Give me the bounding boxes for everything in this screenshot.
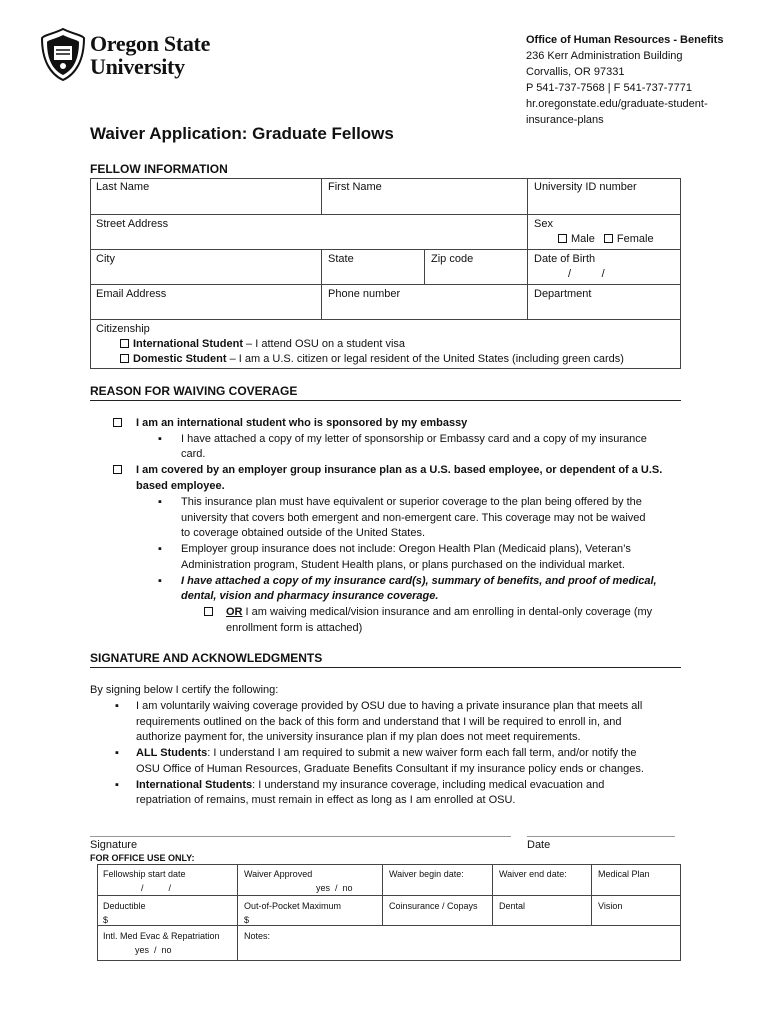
deductible-dollar: $ (103, 915, 109, 925)
date-label: Date (527, 839, 551, 851)
domestic-checkbox[interactable] (120, 354, 129, 363)
email-field[interactable] (90, 284, 321, 319)
waiver-begin-label: Waiver begin date: (389, 869, 464, 879)
department-label: Department (534, 288, 592, 300)
employer-bullet-text: Employer group insurance does not include: Oregon Health Plan (Medicaid plans), Veteran’s (181, 543, 631, 555)
signature-line[interactable] (90, 836, 511, 837)
office-title: Office of Human Resources - Benefits (526, 34, 724, 46)
street-address-field[interactable] (90, 214, 527, 249)
last-name-label: Last Name (96, 181, 150, 193)
fellowship-start-label: Fellowship start date (103, 869, 186, 879)
employer-bullet-text: dental, vision and pharmacy insurance coverage. (181, 590, 439, 602)
embassy-bullet-text: I have attached a copy of my letter of sponsorship or Embassy card and a copy of my insurance (181, 433, 647, 445)
office-line: Corvallis, OR 97331 (526, 66, 625, 78)
office-line: insurance-plans (526, 114, 604, 126)
page-title: Waiver Application: Graduate Fellows (90, 124, 394, 143)
employer-bullet-text: This insurance plan must have equivalent or superior coverage to the plan being offered by the (181, 496, 642, 508)
vision-cell (591, 895, 681, 925)
bullet: ▪ (115, 747, 119, 759)
certify-text: I am voluntarily waiving coverage provided by OSU due to having a private insurance plan that meets all (136, 700, 643, 712)
employer-bullet-text: I have attached a copy of my insurance card(s), summary of benefits, and proof of medical, (181, 575, 657, 587)
university-id-label: University ID number (534, 181, 637, 193)
dental-only-option (226, 604, 652, 620)
dob-slashes: / / (568, 268, 605, 280)
university-id-field[interactable] (527, 178, 681, 214)
vision-label: Vision (598, 901, 623, 911)
city-label: City (96, 253, 115, 265)
dob-field[interactable] (527, 249, 681, 284)
waiver-approved-yes-no: yes / no (316, 883, 353, 893)
bullet: ▪ (158, 496, 162, 508)
office-line: hr.oregonstate.edu/graduate-student- (526, 98, 708, 110)
female-checkbox[interactable] (604, 234, 613, 243)
medical-plan-cell (591, 864, 681, 895)
deductible-label: Deductible (103, 901, 146, 911)
logo-line1: Oregon State (90, 31, 211, 56)
employer-option: based employee. (136, 480, 225, 492)
domestic-text: – I am a U.S. citizen or legal resident of the United States (including green cards) (226, 353, 624, 365)
employer-checkbox[interactable] (113, 465, 122, 474)
intl-students-label: International Students (136, 779, 253, 791)
bullet: ▪ (115, 700, 119, 712)
waiver-end-cell (492, 864, 591, 895)
intl-med-evac-yes-no: yes / no (135, 945, 172, 955)
dental-only-text: I am waiving medical/vision insurance and am enrolling in dental-only coverage (my (242, 606, 653, 618)
deductible-cell (97, 895, 237, 925)
bullet: ▪ (115, 779, 119, 791)
fellowship-start-cell (97, 864, 237, 895)
female-label: Female (616, 233, 654, 245)
osu-logo (40, 26, 240, 84)
notes-label: Notes: (244, 931, 271, 941)
bullet: ▪ (158, 433, 162, 445)
state-field[interactable] (321, 249, 424, 284)
employer-option: I am covered by an employer group insurance plan as a U.S. based employee, or dependent of a U.S. (136, 464, 663, 476)
sex-label: Sex (534, 218, 553, 230)
intl-students-body: : I understand my insurance coverage, including medical evacuation and (252, 779, 605, 791)
bullet: ▪ (158, 543, 162, 555)
coinsurance-label: Coinsurance / Copays (389, 901, 478, 911)
dob-label: Date of Birth (534, 253, 596, 265)
employer-bullet-text: university that covers both emergent and non-emergent care. This coverage may not be waived (181, 512, 646, 524)
email-label: Email Address (96, 288, 167, 300)
coinsurance-cell (382, 895, 492, 925)
waiver-approved-cell (237, 864, 382, 895)
fellow-heading: FELLOW INFORMATION (90, 162, 228, 176)
phone-label: Phone number (328, 288, 401, 300)
citizenship-label: Citizenship (96, 323, 150, 335)
certify-text: repatriation of remains, must remain in effect as long as I am enrolled at OSU. (136, 794, 516, 806)
osu-seal-icon (40, 26, 86, 82)
embassy-bullet-text: card. (181, 448, 206, 460)
department-field[interactable] (527, 284, 681, 319)
all-students-body: : I understand I am required to submit a new waiver form each fall term, and/or notify the (207, 747, 637, 759)
waiver-approved-label: Waiver Approved (244, 869, 313, 879)
last-name-field[interactable] (90, 178, 321, 214)
international-text: – I attend OSU on a student visa (243, 338, 406, 350)
or-label: OR (226, 606, 243, 618)
employer-bullet-text: to coverage obtained outside of the United States. (181, 527, 425, 539)
office-line: 236 Kerr Administration Building (526, 50, 683, 62)
embassy-checkbox[interactable] (113, 418, 122, 427)
sex-field (527, 214, 681, 249)
signature-heading: SIGNATURE AND ACKNOWLEDGMENTS (90, 651, 323, 665)
first-name-label: First Name (328, 181, 382, 193)
dental-label: Dental (499, 901, 526, 911)
domestic-label: Domestic Student (133, 353, 227, 365)
intl-med-evac-cell (97, 925, 237, 961)
waiver-begin-cell (382, 864, 492, 895)
intl-med-evac-label: Intl. Med Evac & Repatriation (103, 931, 220, 941)
oop-label: Out-of-Pocket Maximum (244, 901, 342, 911)
office-line: P 541-737-7568 | F 541-737-7771 (526, 82, 692, 94)
international-checkbox[interactable] (120, 339, 129, 348)
international-label: International Student (133, 338, 243, 350)
reason-divider (90, 400, 681, 401)
all-students-label: ALL Students (136, 747, 208, 759)
certify-intro: By signing below I certify the following: (90, 684, 279, 696)
first-name-field[interactable] (321, 178, 527, 214)
intl-students-text (136, 777, 604, 793)
employer-bullet-text: Administration program, Student Health plans, or plans purchased on the individual market. (181, 559, 625, 571)
reason-heading: REASON FOR WAIVING COVERAGE (90, 384, 298, 398)
office-use-heading: FOR OFFICE USE ONLY: (90, 853, 195, 863)
certify-text: authorize payment for, the university insurance plan if my plan does not meet requirements. (136, 731, 581, 743)
office-address (526, 32, 756, 128)
citizenship-field (90, 319, 681, 369)
all-students-text (136, 745, 637, 761)
logo-line2: University (90, 54, 185, 79)
certify-text: requirements outlined on the back of this form and understand that I will be required to enroll in, and (136, 716, 622, 728)
notes-cell[interactable] (237, 925, 681, 961)
embassy-option: I am an international student who is sponsored by my embassy (136, 417, 468, 429)
fellowship-start-slashes: / / (141, 883, 172, 893)
oop-dollar: $ (244, 915, 250, 925)
phone-field[interactable] (321, 284, 527, 319)
state-label: State (328, 253, 354, 265)
oop-cell (237, 895, 382, 925)
certify-text: OSU Office of Human Resources, Graduate Benefits Consultant if my insurance policy ends or changes. (136, 763, 644, 775)
zip-label: Zip code (431, 253, 474, 265)
male-label: Male (571, 233, 595, 245)
zip-field[interactable] (424, 249, 527, 284)
dental-only-checkbox[interactable] (204, 607, 213, 616)
male-checkbox[interactable] (558, 234, 567, 243)
waiver-end-label: Waiver end date: (499, 869, 567, 879)
city-field[interactable] (90, 249, 321, 284)
medical-plan-label: Medical Plan (598, 869, 650, 879)
street-address-label: Street Address (96, 218, 169, 230)
dental-cell (492, 895, 591, 925)
signature-label: Signature (90, 839, 138, 851)
bullet: ▪ (158, 575, 162, 587)
dental-only-text: enrollment form is attached) (226, 622, 363, 634)
signature-divider (90, 667, 681, 668)
